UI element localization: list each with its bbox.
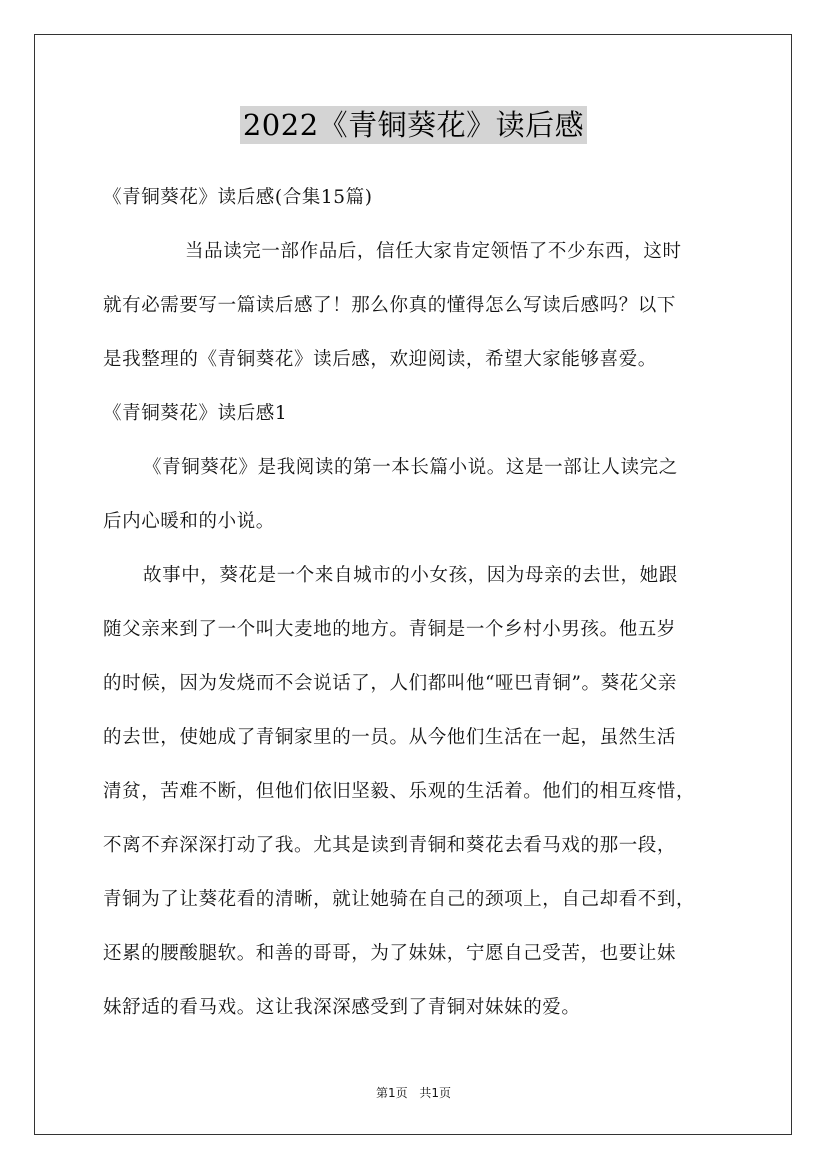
paragraph-line: 不离不弃深深打动了我。尤其是读到青铜和葵花去看马戏的那一段，	[103, 835, 677, 856]
intro-line: 就有必需要写一篇读后感了！那么你真的懂得怎么写读后感吗？以下	[103, 295, 677, 316]
document-title	[0, 103, 827, 144]
page-footer	[0, 1084, 827, 1101]
page-total: 共1页	[419, 1086, 452, 1100]
paragraph-line: 青铜为了让葵花看的清晰，就让她骑在自己的颈项上，自己却看不到，	[103, 889, 696, 910]
paragraph-line: 《青铜葵花》是我阅读的第一本长篇小说。这是一部让人读完之	[143, 457, 678, 478]
intro-line: 当品读完一部作品后，信任大家肯定领悟了不少东西，这时	[185, 241, 682, 262]
paragraph-line: 还累的腰酸腿软。和善的哥哥，为了妹妹，宁愿自己受苦，也要让妹	[103, 943, 677, 964]
document-title-text: 2022《青铜葵花》读后感	[240, 106, 587, 144]
paragraph-line: 的去世，使她成了青铜家里的一员。从今他们生活在一起，虽然生活	[103, 727, 677, 748]
paragraph-line: 清贫，苦难不断，但他们依旧坚毅、乐观的生活着。他们的相互疼惜，	[103, 781, 696, 802]
section-heading: 《青铜葵花》读后感1	[103, 403, 288, 424]
paragraph-line: 的时候，因为发烧而不会说话了，人们都叫他“哑巴青铜”。葵花父亲	[103, 673, 678, 694]
document-subtitle: 《青铜葵花》读后感(合集15篇)	[103, 187, 373, 208]
paragraph-line: 故事中，葵花是一个来自城市的小女孩，因为母亲的去世，她跟	[143, 565, 678, 586]
intro-line: 是我整理的《青铜葵花》读后感，欢迎阅读，希望大家能够喜爱。	[103, 349, 657, 370]
paragraph-line: 妹舒适的看马戏。这让我深深感受到了青铜对妹妹的爱。	[103, 997, 581, 1018]
paragraph-line: 随父亲来到了一个叫大麦地的地方。青铜是一个乡村小男孩。他五岁	[103, 619, 677, 640]
page-number: 第1页	[375, 1086, 408, 1100]
paragraph-line: 后内心暖和的小说。	[103, 511, 275, 532]
